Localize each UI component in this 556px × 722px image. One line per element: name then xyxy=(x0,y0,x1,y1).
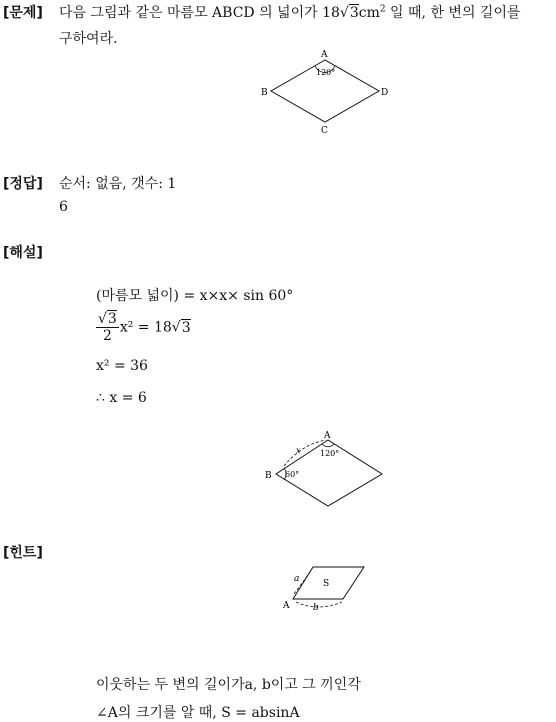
parallelogram-figure xyxy=(280,562,372,614)
vertex-a3-label: A xyxy=(283,601,290,611)
solution-step2-sqrt: 3 xyxy=(181,319,191,336)
answer-meta: 순서: 없음, 갯수: 1 xyxy=(59,176,177,192)
problem-label: [문제] xyxy=(3,5,43,21)
answer-value: 6 xyxy=(59,199,68,215)
solution-label: [해설] xyxy=(3,245,43,261)
hint-line1: 이웃하는 두 변의 길이가a, b이고 그 끼인각 xyxy=(96,677,361,693)
problem-unit: cm xyxy=(358,5,380,21)
solution-step2: $\frac{√3}{2}$ x² = 18√3 xyxy=(98,311,191,344)
problem-text-post: 일 때, 한 변의 길이를 xyxy=(385,5,521,21)
problem-text-line2: 구하여라. xyxy=(59,31,118,47)
hint-line2: ∠A의 크기를 알 때, S = absinA xyxy=(96,705,300,721)
hint-label: [힌트] xyxy=(3,545,43,561)
solution-step3: x² = 36 xyxy=(96,358,148,374)
fraction: $\frac{√3}{2}$ xyxy=(98,311,117,344)
angle-60-label: 60° xyxy=(285,470,300,479)
fraction-denominator: 2 xyxy=(102,328,112,344)
problem-sqrt: 3 xyxy=(349,5,359,21)
answer-label: [정답] xyxy=(3,176,43,192)
solution-step1: (마름모 넓이) = x×x× sin 60° xyxy=(96,288,294,304)
fraction-numerator: 3 xyxy=(107,311,117,327)
vertex-d-label: D xyxy=(381,88,389,98)
vertex-a-label: A xyxy=(321,50,328,60)
problem-text-line1: 다음 그림과 같은 마름모 ABCD 의 넓이가 $18√3cm^2$ 일 때, 한 변의 길이를 xyxy=(59,4,521,21)
vertex-a2-label: A xyxy=(324,431,331,441)
vertex-b2-label: B xyxy=(265,471,272,481)
vertex-c-label: C xyxy=(321,126,328,136)
side-b-label: b xyxy=(313,603,319,613)
area-s-label: S xyxy=(323,579,330,589)
side-a-label: a xyxy=(294,574,300,584)
vertex-b-label: B xyxy=(261,88,268,98)
angle-120-label: 120° xyxy=(316,68,336,77)
problem-text-pre: 다음 그림과 같은 마름모 ABCD 의 넓이가 18 xyxy=(59,5,340,21)
side-x-label: x xyxy=(296,446,301,455)
rhombus-figure xyxy=(255,46,395,138)
angle-120b-label: 120° xyxy=(320,449,340,458)
solution-step4: ∴ x = 6 xyxy=(96,390,147,406)
rhombus-solution-figure xyxy=(260,428,392,512)
solution-step2-rest: x² = 18 xyxy=(119,319,172,336)
